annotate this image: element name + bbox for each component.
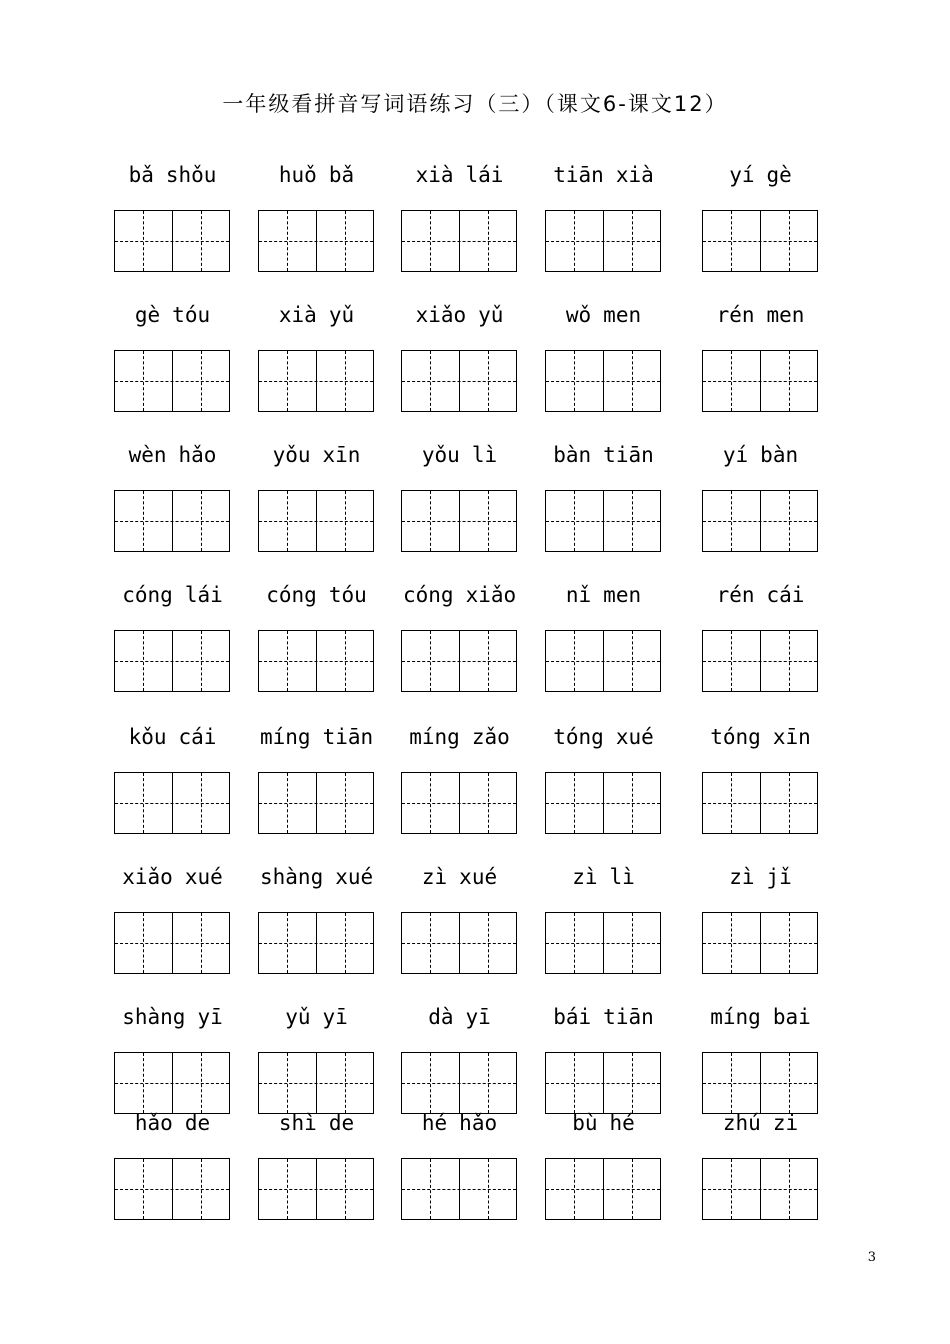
pinyin-syllable: gè <box>766 163 792 187</box>
pinyin-syllable: huǒ <box>278 163 317 187</box>
pinyin-syllable: nǐ <box>565 583 592 607</box>
pinyin-syllable: cóng <box>403 583 454 607</box>
pinyin-syllable: xiǎo <box>465 583 517 607</box>
grid-guide-line <box>345 773 346 833</box>
grid-guide-line <box>115 241 229 242</box>
pinyin-syllable: xué <box>459 865 498 889</box>
pinyin-label <box>698 1002 823 1032</box>
pinyin-label <box>254 1002 379 1032</box>
pinyin-syllable: bù <box>572 1111 598 1135</box>
pinyin-label <box>254 722 379 752</box>
pinyin-syllable: jǐ <box>766 865 792 889</box>
pinyin-syllable: yǒu <box>421 443 460 467</box>
pinyin-syllable: men <box>603 583 642 607</box>
writing-grid[interactable] <box>401 1052 517 1114</box>
grid-guide-line <box>287 773 288 833</box>
pinyin-syllable: xīn <box>772 725 811 749</box>
grid-guide-line <box>345 351 346 411</box>
grid-guide-line <box>574 491 575 551</box>
grid-guide-line <box>115 1083 229 1084</box>
pinyin-syllable: bàn <box>760 443 799 467</box>
grid-guide-line <box>546 943 660 944</box>
grid-guide-line <box>574 913 575 973</box>
grid-guide-line <box>201 631 202 691</box>
grid-guide-line <box>632 351 633 411</box>
grid-guide-line <box>731 351 732 411</box>
grid-guide-line <box>703 943 817 944</box>
grid-guide-line <box>632 631 633 691</box>
pinyin-syllable: xiǎo <box>122 865 173 889</box>
grid-guide-line <box>703 241 817 242</box>
pinyin-syllable: bái <box>553 1005 592 1029</box>
writing-grid[interactable] <box>401 210 517 272</box>
grid-guide-line <box>115 521 229 522</box>
grid-guide-line <box>703 803 817 804</box>
grid-guide-line <box>143 1159 144 1219</box>
pinyin-syllable: hǎo <box>134 1111 173 1135</box>
grid-guide-line <box>731 913 732 973</box>
grid-guide-line <box>546 1083 660 1084</box>
writing-grid[interactable] <box>545 490 661 552</box>
writing-grid[interactable] <box>258 912 374 974</box>
pinyin-label <box>698 580 823 610</box>
grid-guide-line <box>201 351 202 411</box>
pinyin-label <box>397 862 522 892</box>
pinyin-syllable: de <box>184 1111 211 1135</box>
grid-guide-line <box>731 1053 732 1113</box>
grid-guide-line <box>287 631 288 691</box>
grid-guide-line <box>731 773 732 833</box>
grid-guide-line <box>703 1189 817 1190</box>
pinyin-syllable: zì <box>421 865 448 889</box>
writing-grid[interactable] <box>114 210 230 272</box>
grid-guide-line <box>488 913 489 973</box>
pinyin-label <box>254 862 379 892</box>
pinyin-syllable: wèn <box>128 443 167 467</box>
pinyin-syllable: tiān <box>603 1005 654 1029</box>
grid-guide-line <box>143 773 144 833</box>
pinyin-syllable: yǔ <box>285 1005 311 1029</box>
grid-guide-line <box>546 521 660 522</box>
pinyin-label <box>397 300 522 330</box>
pinyin-label <box>110 1002 235 1032</box>
pinyin-syllable: xià <box>278 303 317 327</box>
grid-guide-line <box>115 1189 229 1190</box>
grid-guide-line <box>488 351 489 411</box>
pinyin-syllable: hé <box>609 1111 635 1135</box>
pinyin-label <box>110 300 235 330</box>
grid-guide-line <box>402 661 516 662</box>
pinyin-syllable: cóng <box>122 583 173 607</box>
grid-guide-line <box>430 1159 431 1219</box>
grid-guide-line <box>703 1083 817 1084</box>
pinyin-syllable: rén <box>716 303 755 327</box>
pinyin-syllable: míng <box>260 725 311 749</box>
writing-grid[interactable] <box>545 210 661 272</box>
pinyin-syllable: zhú <box>722 1111 761 1135</box>
pinyin-label <box>110 862 235 892</box>
pinyin-syllable: tóng <box>553 725 604 749</box>
pinyin-label <box>397 722 522 752</box>
pinyin-syllable: zì <box>572 865 598 889</box>
pinyin-syllable: bàn <box>553 443 592 467</box>
grid-guide-line <box>703 661 817 662</box>
grid-guide-line <box>430 1053 431 1113</box>
grid-guide-line <box>574 1159 575 1219</box>
pinyin-label <box>397 1108 522 1138</box>
pinyin-syllable: yǔ <box>328 303 355 327</box>
grid-guide-line <box>287 1159 288 1219</box>
grid-guide-line <box>546 803 660 804</box>
writing-grid[interactable] <box>114 490 230 552</box>
grid-guide-line <box>259 661 373 662</box>
pinyin-label <box>698 722 823 752</box>
grid-guide-line <box>402 1083 516 1084</box>
pinyin-syllable: xué <box>184 865 223 889</box>
pinyin-syllable: hǎo <box>178 443 217 467</box>
grid-guide-line <box>430 631 431 691</box>
grid-guide-line <box>546 661 660 662</box>
pinyin-syllable: zi <box>772 1111 799 1135</box>
grid-guide-line <box>488 631 489 691</box>
grid-guide-line <box>402 241 516 242</box>
pinyin-syllable: lì <box>471 443 498 467</box>
grid-guide-line <box>731 491 732 551</box>
writing-grid[interactable] <box>114 630 230 692</box>
pinyin-syllable: xué <box>335 865 374 889</box>
grid-guide-line <box>574 351 575 411</box>
pinyin-syllable: gè <box>134 303 161 327</box>
grid-guide-line <box>488 1053 489 1113</box>
pinyin-syllable: tiān <box>603 443 654 467</box>
pinyin-label <box>254 160 379 190</box>
pinyin-syllable: yǒu <box>272 443 311 467</box>
pinyin-label <box>698 440 823 470</box>
grid-guide-line <box>259 521 373 522</box>
grid-guide-line <box>201 211 202 271</box>
grid-guide-line <box>402 803 516 804</box>
pinyin-label <box>254 580 379 610</box>
grid-guide-line <box>115 943 229 944</box>
pinyin-syllable: cái <box>178 725 217 749</box>
writing-grid[interactable] <box>545 772 661 834</box>
grid-guide-line <box>143 631 144 691</box>
writing-grid[interactable] <box>258 1158 374 1220</box>
pinyin-syllable: zǎo <box>471 725 510 749</box>
writing-grid[interactable] <box>702 1158 818 1220</box>
grid-guide-line <box>345 913 346 973</box>
pinyin-syllable: shì <box>278 1111 317 1135</box>
pinyin-syllable: bǎ <box>128 163 154 187</box>
grid-guide-line <box>546 241 660 242</box>
pinyin-syllable: bǎ <box>328 163 355 187</box>
grid-guide-line <box>143 491 144 551</box>
pinyin-label <box>698 160 823 190</box>
grid-guide-line <box>143 211 144 271</box>
writing-grid[interactable] <box>702 1052 818 1114</box>
pinyin-syllable: lái <box>465 163 504 187</box>
grid-guide-line <box>287 913 288 973</box>
pinyin-label <box>541 862 666 892</box>
writing-grid[interactable] <box>702 210 818 272</box>
grid-guide-line <box>789 773 790 833</box>
grid-guide-line <box>789 351 790 411</box>
pinyin-label <box>110 580 235 610</box>
pinyin-label <box>541 1108 666 1138</box>
grid-guide-line <box>488 1159 489 1219</box>
page-title: 一年级看拼音写词语练习（三）（课文6-课文12） <box>222 92 728 116</box>
pinyin-syllable: lì <box>609 865 635 889</box>
pinyin-syllable: yí <box>729 163 755 187</box>
pinyin-label <box>698 862 823 892</box>
writing-grid[interactable] <box>258 772 374 834</box>
grid-guide-line <box>632 1053 633 1113</box>
pinyin-syllable: xīn <box>322 443 361 467</box>
pinyin-syllable: xià <box>615 163 654 187</box>
grid-guide-line <box>546 381 660 382</box>
grid-guide-line <box>345 1159 346 1219</box>
pinyin-syllable: tóu <box>172 303 211 327</box>
grid-guide-line <box>259 1083 373 1084</box>
grid-guide-line <box>789 1159 790 1219</box>
writing-grid[interactable] <box>114 912 230 974</box>
writing-grid[interactable] <box>401 630 517 692</box>
pinyin-label <box>541 160 666 190</box>
grid-guide-line <box>259 943 373 944</box>
writing-grid[interactable] <box>114 772 230 834</box>
grid-guide-line <box>143 351 144 411</box>
pinyin-label <box>541 300 666 330</box>
pinyin-syllable: xué <box>615 725 654 749</box>
pinyin-label <box>541 722 666 752</box>
pinyin-label <box>254 300 379 330</box>
writing-grid[interactable] <box>401 912 517 974</box>
writing-grid[interactable] <box>401 350 517 412</box>
page-number: 3 <box>867 1250 876 1265</box>
grid-guide-line <box>574 631 575 691</box>
grid-guide-line <box>345 491 346 551</box>
grid-guide-line <box>703 381 817 382</box>
pinyin-syllable: wǒ <box>565 303 592 327</box>
pinyin-syllable: xiǎo <box>415 303 467 327</box>
pinyin-syllable: de <box>328 1111 355 1135</box>
pinyin-label <box>541 1002 666 1032</box>
pinyin-label <box>110 1108 235 1138</box>
writing-grid[interactable] <box>545 630 661 692</box>
writing-grid[interactable] <box>702 912 818 974</box>
pinyin-syllable: tiān <box>322 725 374 749</box>
grid-guide-line <box>402 1189 516 1190</box>
pinyin-syllable: tiān <box>553 163 604 187</box>
grid-guide-line <box>430 913 431 973</box>
pinyin-syllable: shàng <box>260 865 324 889</box>
writing-grid[interactable] <box>545 912 661 974</box>
pinyin-label <box>541 440 666 470</box>
grid-guide-line <box>731 1159 732 1219</box>
writing-grid[interactable] <box>702 350 818 412</box>
grid-guide-line <box>259 241 373 242</box>
grid-guide-line <box>259 1189 373 1190</box>
grid-guide-line <box>287 1053 288 1113</box>
grid-guide-line <box>430 491 431 551</box>
grid-guide-line <box>430 351 431 411</box>
pinyin-syllable: shǒu <box>165 163 217 187</box>
pinyin-syllable: zì <box>729 865 755 889</box>
pinyin-label <box>110 722 235 752</box>
grid-guide-line <box>259 381 373 382</box>
grid-guide-line <box>488 211 489 271</box>
pinyin-syllable: rén <box>716 583 755 607</box>
grid-guide-line <box>430 211 431 271</box>
pinyin-syllable: cái <box>766 583 805 607</box>
grid-guide-line <box>201 491 202 551</box>
grid-guide-line <box>731 211 732 271</box>
writing-grid[interactable] <box>545 350 661 412</box>
grid-guide-line <box>402 381 516 382</box>
pinyin-syllable: men <box>603 303 642 327</box>
grid-guide-line <box>287 351 288 411</box>
grid-guide-line <box>115 803 229 804</box>
grid-guide-line <box>546 1189 660 1190</box>
grid-guide-line <box>703 521 817 522</box>
grid-guide-line <box>789 913 790 973</box>
pinyin-label <box>397 1002 522 1032</box>
grid-guide-line <box>201 913 202 973</box>
writing-grid[interactable] <box>258 350 374 412</box>
grid-guide-line <box>259 803 373 804</box>
writing-grid[interactable] <box>702 490 818 552</box>
grid-guide-line <box>488 491 489 551</box>
grid-guide-line <box>115 381 229 382</box>
pinyin-syllable: yī <box>322 1005 348 1029</box>
grid-guide-line <box>115 661 229 662</box>
pinyin-label <box>397 440 522 470</box>
pinyin-syllable: hǎo <box>459 1111 498 1135</box>
grid-guide-line <box>201 1159 202 1219</box>
grid-guide-line <box>574 211 575 271</box>
pinyin-syllable: yī <box>197 1005 223 1029</box>
grid-guide-line <box>287 491 288 551</box>
writing-grid[interactable] <box>401 772 517 834</box>
pinyin-label <box>397 160 522 190</box>
pinyin-label <box>254 440 379 470</box>
writing-grid[interactable] <box>545 1052 661 1114</box>
pinyin-label <box>110 440 235 470</box>
grid-guide-line <box>632 773 633 833</box>
grid-guide-line <box>201 1053 202 1113</box>
pinyin-syllable: kǒu <box>128 725 167 749</box>
pinyin-syllable: míng <box>409 725 460 749</box>
grid-guide-line <box>789 491 790 551</box>
pinyin-syllable: men <box>766 303 805 327</box>
grid-guide-line <box>632 491 633 551</box>
grid-guide-line <box>430 773 431 833</box>
grid-guide-line <box>402 521 516 522</box>
pinyin-label <box>541 580 666 610</box>
pinyin-syllable: tóu <box>328 583 367 607</box>
writing-grid[interactable] <box>258 210 374 272</box>
grid-guide-line <box>345 1053 346 1113</box>
pinyin-syllable: tóng <box>710 725 761 749</box>
writing-grid[interactable] <box>114 1158 230 1220</box>
grid-guide-line <box>402 943 516 944</box>
writing-grid[interactable] <box>401 1158 517 1220</box>
writing-grid[interactable] <box>258 490 374 552</box>
pinyin-syllable: yī <box>465 1005 491 1029</box>
grid-guide-line <box>143 913 144 973</box>
writing-grid[interactable] <box>258 1052 374 1114</box>
writing-grid[interactable] <box>702 772 818 834</box>
grid-guide-line <box>632 1159 633 1219</box>
grid-guide-line <box>789 211 790 271</box>
grid-guide-line <box>143 1053 144 1113</box>
grid-guide-line <box>345 211 346 271</box>
grid-guide-line <box>731 631 732 691</box>
pinyin-syllable: lái <box>184 583 223 607</box>
grid-guide-line <box>201 773 202 833</box>
pinyin-syllable: hé <box>421 1111 448 1135</box>
grid-guide-line <box>632 211 633 271</box>
writing-grid[interactable] <box>114 350 230 412</box>
grid-guide-line <box>488 773 489 833</box>
pinyin-label <box>698 300 823 330</box>
pinyin-label <box>254 1108 379 1138</box>
pinyin-label <box>397 580 522 610</box>
grid-guide-line <box>789 1053 790 1113</box>
pinyin-syllable: shàng <box>122 1005 186 1029</box>
pinyin-syllable: dà <box>428 1005 454 1029</box>
writing-grid[interactable] <box>702 630 818 692</box>
pinyin-syllable: bai <box>772 1005 811 1029</box>
pinyin-syllable: míng <box>710 1005 761 1029</box>
writing-grid[interactable] <box>258 630 374 692</box>
grid-guide-line <box>632 913 633 973</box>
grid-guide-line <box>345 631 346 691</box>
pinyin-syllable: cóng <box>266 583 317 607</box>
pinyin-label <box>110 160 235 190</box>
grid-guide-line <box>574 773 575 833</box>
grid-guide-line <box>574 1053 575 1113</box>
grid-guide-line <box>287 211 288 271</box>
pinyin-label <box>698 1108 823 1138</box>
grid-guide-line <box>789 631 790 691</box>
writing-grid[interactable] <box>401 490 517 552</box>
pinyin-syllable: xià <box>415 163 454 187</box>
pinyin-syllable: yǔ <box>478 303 504 327</box>
writing-grid[interactable] <box>114 1052 230 1114</box>
writing-grid[interactable] <box>545 1158 661 1220</box>
pinyin-syllable: yí <box>722 443 749 467</box>
